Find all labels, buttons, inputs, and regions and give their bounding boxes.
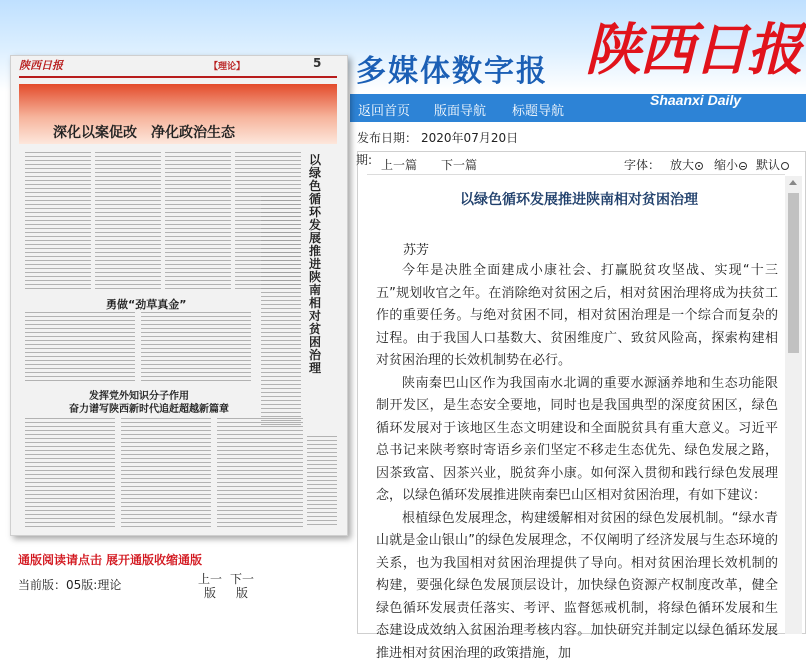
zoom-out-button[interactable] — [714, 156, 747, 173]
article-title: 以绿色循环发展推进陕南相对贫困治理 — [460, 189, 698, 209]
zoom-in-icon — [695, 162, 703, 170]
paper-text-column[interactable] — [217, 418, 303, 528]
paper-vertical-headline[interactable]: 以绿色循环发展推进陕南相对贫困治理 — [309, 154, 325, 375]
zoom-out-label: 缩小 — [714, 158, 738, 172]
current-page-label: 当前版：05版:理论 — [18, 576, 121, 593]
article-paragraph: 陕南秦巴山区作为我国南水北调的重要水源涵养地和生态功能限制开发区，是生态安全要地，同时也是我国典型的深度贫困区，绿色循环发展对于该地区生态文明建设和全面脱贫具有重大意义。习近平总书记来陕考察时寄语乡亲们坚定不移走生态优先、绿色发展之路，因茶致富、因茶兴业，脱贫奔小康。如何深入贯彻和践行绿色发展理念，以绿色循环发展推进陕南秦巴山区相对贫困治理，有如下建议： — [376, 373, 778, 508]
article-body — [376, 260, 778, 665]
toolbar-divider — [367, 174, 785, 175]
newspaper-page-thumbnail[interactable] — [10, 55, 348, 536]
article-paragraph: 根植绿色发展理念，构建缓解相对贫困的绿色发展机制。“绿水青山就是金山银山”的绿色发展理念，不仅阐明了经济发展与生态环境的关系，也为我国相对贫困治理提供了导向。相对贫困治理长效机制的构建，要强化绿色发展顶层设计，加快绿色资源产权制度改革，健全绿色循环发展责任落实、考评、监督惩戒机制，将绿色循环发展和生态建设成效纳入贫困治理考核内容。加快研究并制定以绿色循环发展推进相对贫困治理的政策措施，加 — [376, 508, 778, 665]
paper-text-column[interactable] — [307, 436, 337, 528]
publish-date — [357, 129, 518, 146]
expand-layout-link[interactable]: 展开通版收缩通版 — [106, 551, 202, 568]
paper-headline[interactable]: 深化以案促改 净化政治生态 — [53, 122, 235, 142]
article-paragraph: 今年是决胜全面建成小康社会、打赢脱贫攻坚战、实现“十三五”规划收官之年。在消除绝对贫困之后，相对贫困治理将成为扶贫工作的重要任务。与绝对贫困不同，相对贫困治理是一个综合而复杂的过程。由于我国人口基数大、贫困维度广、致贫风险高，探索构建相对贫困治理的长效机制势在必行。 — [376, 260, 778, 373]
default-size-label: 默认 — [756, 158, 780, 172]
newspaper-logo-english: Shaanxi Daily — [650, 92, 741, 108]
issue-label: 期: — [356, 151, 372, 168]
paper-text-column[interactable] — [141, 312, 251, 382]
zoom-in-button[interactable] — [670, 156, 703, 173]
paper-text-column[interactable] — [25, 312, 135, 382]
paper-page-number: 5 — [313, 56, 321, 70]
default-size-button[interactable] — [756, 156, 789, 173]
publish-date-label: 发布日期： — [357, 131, 417, 145]
paper-masthead — [19, 60, 337, 78]
zoom-out-icon — [739, 162, 747, 170]
nav-page-navigation[interactable]: 版面导航 — [434, 100, 486, 119]
paper-logo: 陕西日报 — [19, 57, 63, 73]
prev-article-link[interactable]: 上一篇 — [381, 156, 417, 173]
next-article-link[interactable]: 下一篇 — [441, 156, 477, 173]
nav-title-navigation[interactable]: 标题导航 — [512, 100, 564, 119]
article-author: 苏芳 — [403, 239, 429, 258]
read-full-page-link[interactable]: 通版阅读请点击 — [18, 551, 102, 568]
paper-headline[interactable]: 奋力谱写陕西新时代追赶超越新篇章 — [69, 400, 229, 415]
paper-headline[interactable]: 发挥党外知识分子作用 — [89, 387, 189, 402]
zoom-in-label: 放大 — [670, 158, 694, 172]
publish-date-value: 2020年07月20日 — [421, 131, 518, 145]
paper-section-label: 【理论】 — [209, 59, 245, 72]
default-size-icon — [781, 162, 789, 170]
prev-page-link[interactable]: 上一版 — [197, 572, 223, 600]
site-title: 多媒体数字报 — [356, 46, 548, 90]
nav-back-home[interactable]: 返回首页 — [358, 100, 410, 119]
paper-text-column[interactable] — [95, 152, 161, 292]
paper-text-column[interactable] — [261, 196, 301, 426]
newspaper-logo: 陕西日报 — [585, 6, 801, 86]
next-page-link[interactable]: 下一版 — [229, 572, 255, 600]
scroll-up-arrow-icon[interactable] — [789, 180, 797, 185]
paper-text-column[interactable] — [25, 152, 91, 292]
paper-text-column[interactable] — [121, 418, 211, 528]
font-size-label: 字体： — [624, 156, 660, 173]
paper-text-column[interactable] — [25, 418, 115, 528]
paper-text-column[interactable] — [165, 152, 231, 292]
scrollbar-thumb[interactable] — [788, 193, 799, 353]
paper-headline[interactable]: 勇做“劲草真金” — [106, 296, 186, 312]
